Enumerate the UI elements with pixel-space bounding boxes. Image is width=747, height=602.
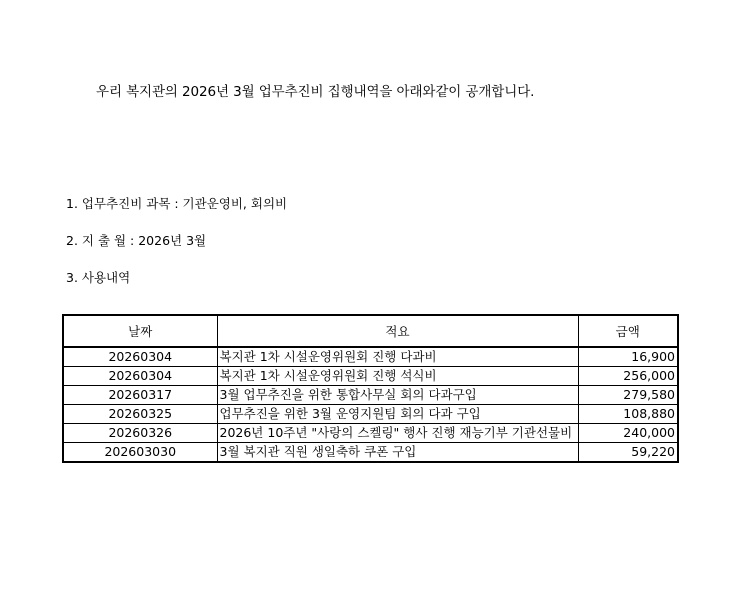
- table-row: [63, 405, 678, 424]
- table-row: [63, 367, 678, 386]
- table-row: [63, 424, 678, 443]
- amount-column-header: 금액: [578, 315, 678, 347]
- row-description: 업무추진을 위한 3월 운영지원팀 회의 다과 구입: [217, 405, 578, 424]
- description-column-header: 적요: [217, 315, 578, 347]
- row-date: 20260326: [63, 424, 217, 443]
- row-amount: 279,580: [578, 386, 678, 405]
- row-date: 20260304: [63, 367, 217, 386]
- row-amount: 59,220: [578, 443, 678, 463]
- row-date: 20260325: [63, 405, 217, 424]
- table-row: [63, 443, 678, 463]
- row-amount: 256,000: [578, 367, 678, 386]
- row-date: 20260304: [63, 347, 217, 367]
- row-description: 복지관 1차 시설운영위원회 진행 다과비: [217, 347, 578, 367]
- row-amount: 108,880: [578, 405, 678, 424]
- usage-details-heading: 3. 사용내역: [66, 270, 131, 285]
- row-amount: 240,000: [578, 424, 678, 443]
- table-row: [63, 386, 678, 405]
- table-row: [63, 347, 678, 367]
- expense-table: [62, 314, 679, 463]
- intro-statement: 우리 복지관의 2026년 3월 업무추진비 집행내역을 아래와같이 공개합니다.: [96, 84, 535, 100]
- row-description: 3월 복지관 직원 생일축하 쿠폰 구입: [217, 443, 578, 463]
- expense-category-line: 1. 업무추진비 과목 : 기관운영비, 회의비: [66, 196, 288, 211]
- date-column-header: 날짜: [63, 315, 217, 347]
- row-description: 3월 업무추진을 위한 통합사무실 회의 다과구입: [217, 386, 578, 405]
- expense-month-line: 2. 지 출 월 : 2026년 3월: [66, 233, 207, 248]
- table-header-row: [63, 315, 678, 347]
- row-description: 2026년 10주년 "사랑의 스켈링" 행사 진행 재능기부 기관선물비: [217, 424, 578, 443]
- row-description: 복지관 1차 시설운영위원회 진행 석식비: [217, 367, 578, 386]
- row-date: 20260317: [63, 386, 217, 405]
- row-amount: 16,900: [578, 347, 678, 367]
- row-date: 202603030: [63, 443, 217, 463]
